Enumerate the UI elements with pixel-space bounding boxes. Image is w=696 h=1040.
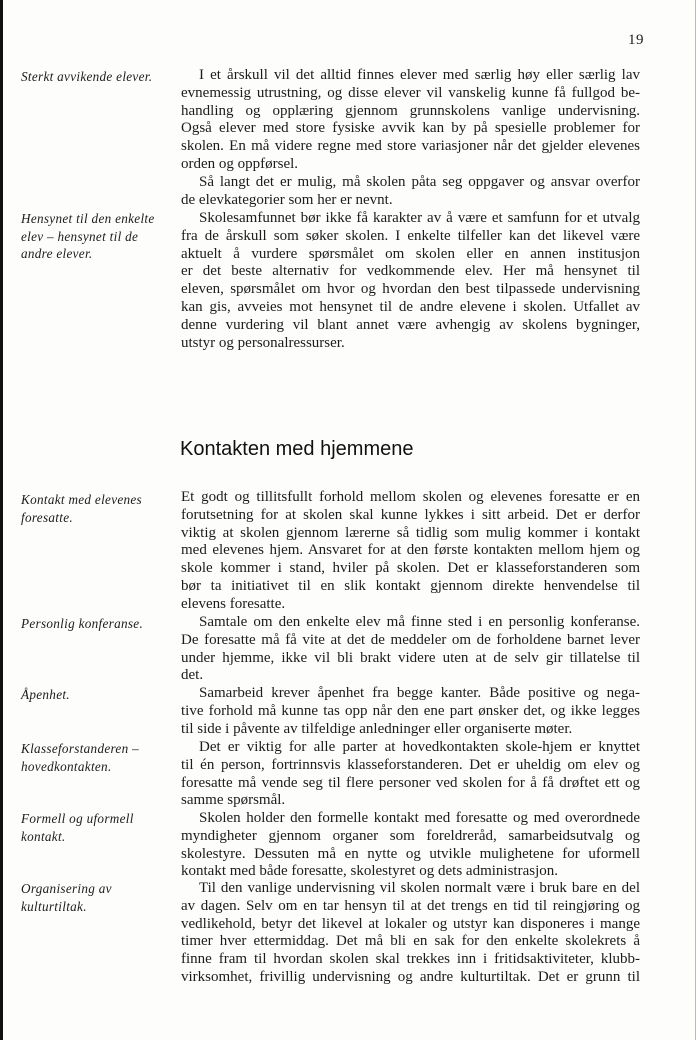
text-line: Også elever med store fysiske avvik kan by på spesielle problemer for	[181, 120, 640, 137]
text-line: Så langt det er mulig, må skolen påta seg oppgaver og ansvar overfor	[199, 174, 640, 190]
margin-note-line: Åpenhet.	[21, 687, 70, 702]
text-line: I et årskull vil det alltid finnes elever med særlig høy eller særlig lav	[199, 67, 640, 83]
paragraph	[181, 880, 640, 987]
text-line: virksomhet, frivillig undervisning og andre kulturtiltak. Det er grunn til	[181, 968, 640, 985]
section-heading: Kontakten med hjemmene	[180, 438, 414, 460]
text-line: til side i påvente av tilfeldige anledninger eller organiserte møter.	[181, 720, 573, 737]
paragraph	[181, 210, 640, 352]
text-line: av dagen. Selv om en tar hensyn til at det trengs en tid til reingjøring og	[181, 897, 640, 914]
text-line: under hjemme, ikke vil bli brakt videre uten at de selv gir tillatelse til	[181, 649, 640, 666]
text-line: vedlikehold, betyr det likevel at lokaler og utstyr kan disponeres i mange	[181, 915, 640, 932]
paragraph	[181, 685, 640, 738]
text-line: det.	[181, 667, 204, 684]
margin-note-kontakt	[21, 491, 171, 526]
margin-note-line: Hensynet til den enkelte	[21, 211, 155, 226]
text-line: Skolesamfunnet bør ikke få karakter av å være et samfunn for et utvalg	[199, 210, 640, 226]
margin-note-sterkt	[21, 68, 171, 86]
text-line: evnemessig utrustning, og disse elever vil vanskelig kunne få fullgod be-	[181, 84, 640, 101]
margin-note-line: hovedkontakten.	[21, 758, 112, 774]
margin-note-line: Formell og uformell	[21, 811, 134, 826]
text-line: kan gis, avveies mot hensynet til de andre elevene i skolen. Utfallet av	[181, 298, 640, 315]
margin-note-klasse	[21, 740, 171, 775]
text-line: utstyr og personalressurser.	[181, 334, 345, 351]
text-line: er det beste alternativ for vedkommende elev. Her må hensynet til	[181, 263, 640, 280]
text-line: Samtale om den enkelte elev må finne sted i en personlig konferanse.	[199, 614, 640, 630]
text-line: finne fram til hvordan skolen skal trekkes inn i fritidsaktiviteter, klubb-	[181, 951, 640, 968]
margin-note-line: kulturtiltak.	[21, 898, 87, 914]
text-line: skole kommer i stand, hviler på skolen. Det er klasseforstanderen som	[181, 560, 640, 577]
margin-note-line: kontakt.	[21, 828, 66, 844]
margin-note-hensynet	[21, 210, 171, 263]
paragraph	[181, 67, 640, 174]
paragraph	[181, 810, 640, 881]
margin-note-line: Kontakt med elevenes	[21, 492, 142, 507]
margin-note-line: Organisering av	[21, 881, 112, 896]
text-line: orden og oppførsel.	[181, 155, 299, 172]
margin-note-line: Sterkt avvikende elever.	[21, 69, 153, 84]
page-number: 19	[628, 32, 644, 48]
text-line: Til den vanlige undervisning vil skolen normalt være i bruk bare en del	[199, 880, 640, 896]
text-line: med elevenes hjem. Ansvaret for at den første kontakten mellom hjem og	[181, 542, 640, 559]
text-line: viktig at skolen gjennom lærerne så tidlig som mulig kommer i kontakt	[181, 524, 640, 541]
text-line: tive forhold må kunne tas opp når den ene part ønsker det, og ikke legges	[181, 702, 640, 719]
text-line: fra de årskull som søker skolen. I enkelte tilfeller kan det likevel være	[181, 227, 640, 244]
text-line: handling og opplæring gjennom grunnskolens vanlige undervisning.	[181, 102, 640, 119]
text-line: bør ta initiativet til en slik kontakt gjennom direkte henvendelse til	[181, 577, 640, 594]
margin-note-line: elev – hensynet til de	[21, 228, 139, 244]
text-line: Skolen holder den formelle kontakt med foresatte og med overordnede	[199, 810, 640, 826]
text-line: forutsetning for at skolen skal kunne lykkes i sitt arbeid. Det er derfor	[181, 506, 640, 523]
text-line: myndigheter gjennom organer som foreldreråd, samarbeidsutvalg og	[181, 827, 640, 844]
text-line: eleven, spørsmålet om hvor og hvordan den best tilpassede undervisning	[181, 281, 640, 298]
margin-note-apenhet	[21, 686, 171, 704]
margin-note-formell	[21, 810, 171, 845]
text-line: til én person, fortrinnsvis klasseforstanderen. Det er uheldig om elev og	[181, 756, 640, 773]
paragraph	[181, 489, 640, 614]
text-line: De foresatte må få vite at det de meddeler om de forholdene barnet lever	[181, 631, 640, 648]
margin-note-organisering	[21, 880, 171, 915]
text-line: aktuelt å vurdere spørsmålet om skolen eller en annen institusjon	[181, 245, 640, 262]
text-line: timer hver ettermiddag. Det må bli en sak for den enkelte skolekrets å	[181, 933, 640, 950]
text-line: skolen. En må videre regne med store variasjoner når det gjelder elevenes	[181, 138, 640, 155]
text-line: elevens foresatte.	[181, 595, 286, 612]
text-line: Samarbeid krever åpenhet fra begge kanter. Både positive og nega-	[199, 685, 640, 701]
text-line: de elevkategorier som her er nevnt.	[181, 191, 393, 208]
text-line: Et godt og tillitsfullt forhold mellom skolen og elevenes foresatte er en	[181, 489, 640, 505]
margin-note-line: Klasseforstanderen –	[21, 741, 139, 756]
paragraph	[181, 739, 640, 810]
text-line: samme spørsmål.	[181, 792, 286, 809]
margin-note-line: andre elever.	[21, 246, 93, 261]
text-line: foresatte må vende seg til flere personer ved skolen for å få drøftet ett og	[181, 774, 640, 791]
margin-note-line: Personlig konferanse.	[21, 616, 144, 631]
paragraph	[181, 614, 640, 685]
text-line: kontakt med både foresatte, skolestyret og dets administrasjon.	[181, 863, 558, 880]
text-line: skolestyre. Dessuten må en nytte og utvikle mulighetene for uformell	[181, 845, 640, 862]
text-line: denne vurdering vil blant annet være avhengig av skolens bygninger,	[181, 316, 640, 333]
text-line: Det er viktig for alle parter at hovedkontakten skole-hjem er knyttet	[199, 739, 640, 755]
page-edge	[0, 0, 3, 1040]
paragraph	[181, 174, 640, 210]
margin-note-line: foresatte.	[21, 509, 73, 525]
margin-note-konferanse	[21, 615, 171, 633]
